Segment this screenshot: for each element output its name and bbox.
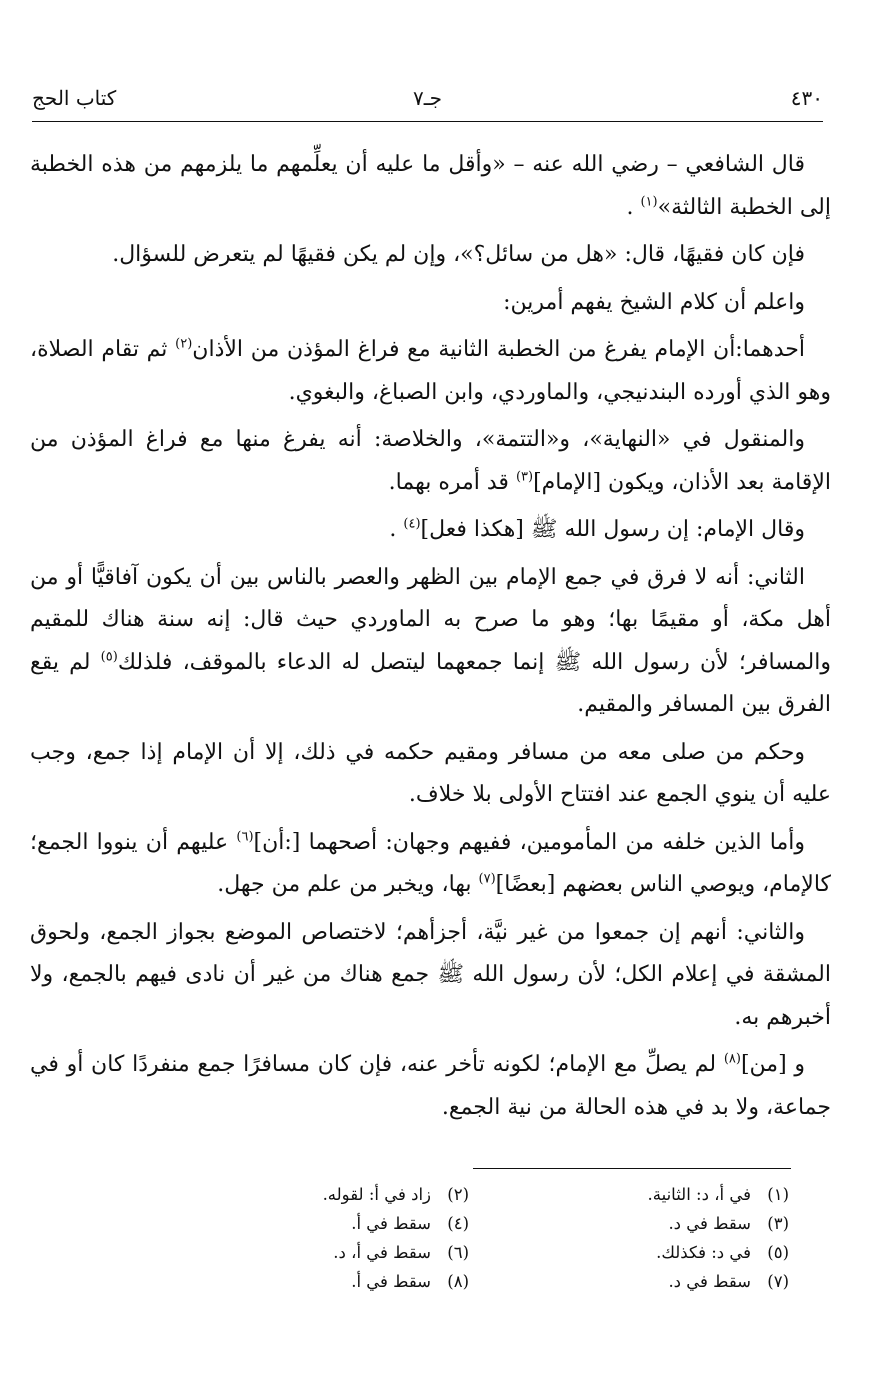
- footnote-6: (٦)سقط في أ، د.: [333, 1243, 469, 1262]
- running-header: [32, 80, 823, 120]
- paragraph-10: والثاني: أنهم إن جمعوا من غير نيَّة، أجزأهم؛ لاختصاص الموضع بجواز الجمع، ولحوق المشقة في إعلام الكل؛ لأن رسول الله ﷺ جمع هناك من غير أن نادى فيهم بالجمع، ولا أخبرهم به.: [30, 919, 831, 1030]
- footnote-ref-4[interactable]: (٤): [403, 516, 421, 532]
- header-rule: [32, 121, 823, 122]
- main-text: [30, 144, 831, 1134]
- paragraph-4: أحدهما:أن الإمام يفرغ من الخطبة الثانية مع فراغ المؤذن من الأذان$^{(٢)}$ ثم تقام الصلاة، وهو الذي أورده البندنيجي، والماوردي، وابن الصباغ، والبغوي.: [30, 336, 831, 405]
- footnote-row: [149, 1238, 789, 1267]
- paragraph-6: وقال الإمام: إن رسول الله ﷺ [هكذا فعل]$^{(٤)}$ .: [389, 516, 805, 542]
- paragraph-3: واعلم أن كلام الشيخ يفهم أمرين:: [503, 289, 805, 315]
- paragraph-8: وحكم من صلى معه من مسافر ومقيم حكمه في ذلك، إلا أن الإمام إذا جمع، وجب عليه أن ينوي الجمع عند افتتاح الأولى بلا خلاف.: [30, 739, 831, 807]
- footnote-rule: [473, 1168, 791, 1169]
- paragraph-5: والمنقول في «النهاية»، و«التتمة»، والخلاصة: أنه يفرغ منها مع فراغ المؤذن من الإقامة بعد الأذان، ويكون [الإمام]$^{(٣)}$ قد أمره بهما.: [30, 427, 831, 495]
- footnote-ref-3[interactable]: (٣): [515, 469, 534, 485]
- footnote-8: (٨)سقط في أ.: [351, 1272, 469, 1291]
- footnote-2: (٢)زاد في أ: لقوله.: [322, 1185, 469, 1204]
- footnote-ref-2[interactable]: (٢): [175, 336, 193, 352]
- footnote-ref-6[interactable]: (٦): [236, 829, 254, 845]
- paragraph-9: وأما الذين خلفه من المأمومين، ففيهم وجهان: أصحهما [:أن]$^{(٦)}$ عليهم أن ينووا الجمع؛ كالإمام، ويوصي الناس بعضهم [بعضًا]$^{(٧)}$ بها، ويخبر من علم من جهل.: [30, 829, 831, 897]
- paragraph-7: الثاني: أنه لا فرق في جمع الإمام بين الظهر والعصر بالناس بين أن يكون آفاقيًّا أو من أهل مكة، أو مقيمًا بها؛ وهو ما صرح به الماوردي حيث قال: إنه سنة هناك للمقيم والمسافر؛ لأن رسول الله ﷺ إنما جمعهما ليتصل له الدعاء بالموقف، فلذلك$^{(٥)}$ لم يقع الفرق بين المسافر والمقيم.: [30, 564, 831, 717]
- paragraph-2: فإن كان فقيهًا، قال: «هل من سائل؟»، وإن لم يكن فقيهًا لم يتعرض للسؤال.: [112, 242, 805, 267]
- footnote-5: (٥)في د: فكذلك.: [656, 1243, 789, 1262]
- footnote-7: (٧)سقط في د.: [668, 1272, 789, 1291]
- book-title: كتاب الحج: [32, 86, 117, 110]
- footnote-ref-1[interactable]: (١): [640, 194, 658, 210]
- footnotes: [149, 1180, 789, 1296]
- footnote-row: [149, 1180, 789, 1209]
- footnote-1: (١)في أ، د: الثانية.: [647, 1185, 789, 1204]
- paragraph-11: و [من]$^{(٨)}$ لم يصلِّ مع الإمام؛ لكونه تأخر عنه، فإن كان مسافرًا جمع منفردًا كان أو في جماعة، ولا بد في هذه الحالة من نية الجمع.: [30, 1051, 831, 1120]
- footnote-ref-7[interactable]: (٧): [478, 871, 496, 887]
- footnote-ref-5[interactable]: (٥): [100, 649, 118, 665]
- page-number: ٤٣٠: [790, 86, 823, 110]
- footnote-4: (٤)سقط في أ.: [351, 1214, 469, 1233]
- paragraph-1: قال الشافعي – رضي الله عنه – «وأقل ما عليه أن يعلِّمهم ما يلزمهم من هذه الخطبة إلى الخطبة الثالثة»$^{(١)}$ .: [30, 152, 831, 220]
- footnote-ref-8[interactable]: (٨): [723, 1051, 741, 1067]
- footnote-3: (٣)سقط في د.: [668, 1214, 789, 1233]
- footnote-row: [149, 1267, 789, 1296]
- volume-number: جـ٧: [413, 86, 442, 110]
- footnote-row: [149, 1209, 789, 1238]
